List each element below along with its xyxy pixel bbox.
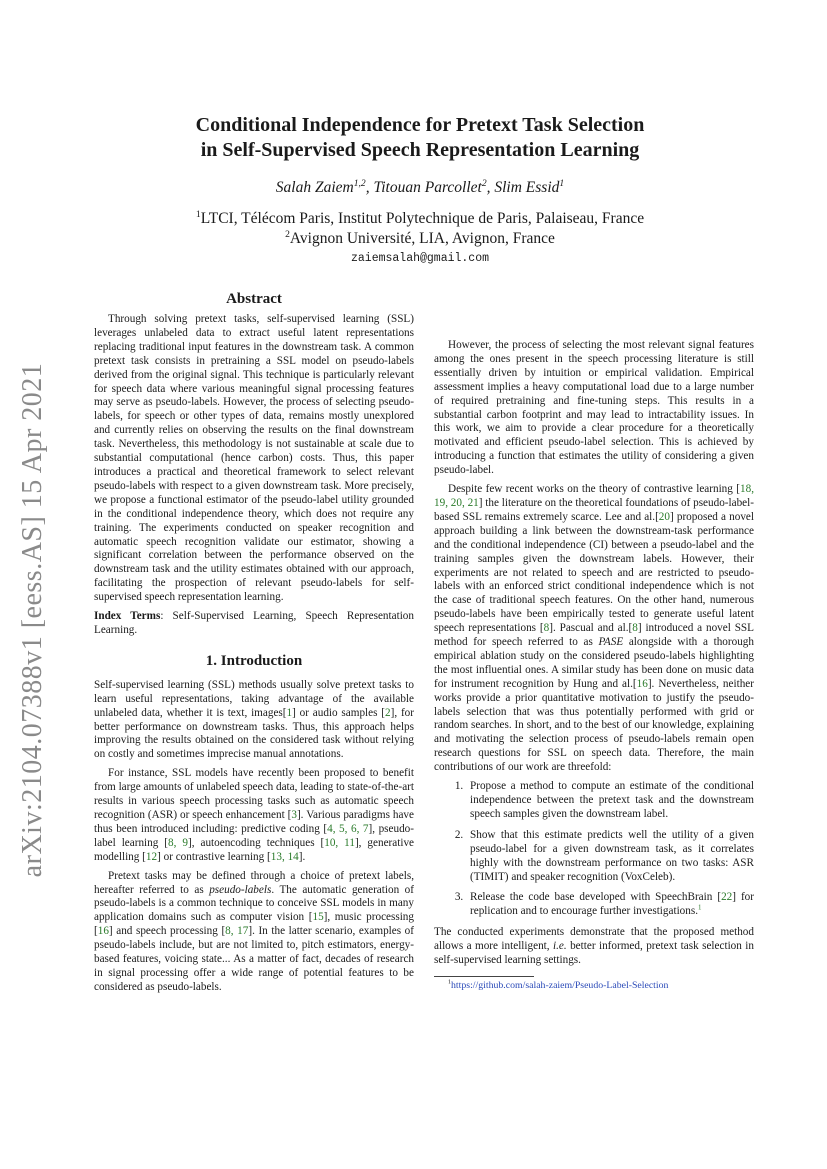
paper-title bbox=[120, 113, 720, 163]
citation-link[interactable]: 8, 17 bbox=[225, 925, 249, 938]
title-line-1: Conditional Independence for Pretext Task Selection bbox=[195, 114, 645, 136]
footnote-marker[interactable]: 1 bbox=[698, 903, 702, 912]
citation-link[interactable]: 12 bbox=[145, 850, 158, 863]
affiliations bbox=[120, 209, 720, 249]
right-column bbox=[434, 292, 754, 993]
right-paragraph-1: However, the process of selecting the most relevant signal features among the ones present in the speech processing literature is still essentially driven by intuition or empirical validation. Empirical assessment implies a heavy computational load due to a large number of required pretraining and fine-tuning steps. This results in a substantial carbon footprint and may lead to intractability issues. In this work, we aim to provide a clear procedure for a theoretically motivated and efficient pseudo-label selection. This is achieved by introducing a function that estimates the utility of considering a given pseudo-label. bbox=[434, 339, 754, 477]
arxiv-sidebar bbox=[8, 360, 58, 880]
citation-link[interactable]: 18, 19, 20, 21 bbox=[434, 483, 754, 509]
author-list: Salah Zaiem$^{1,2}$, Titouan Parcollet$^2$, Slim Essid$^1$ bbox=[275, 177, 565, 196]
affiliation-1: $^1$LTCI, Télécom Paris, Institut Polytechnique de Paris, Palaiseau, France bbox=[195, 208, 645, 227]
author-1-affil: 1,2 bbox=[353, 177, 366, 189]
citation-link[interactable]: 16 bbox=[97, 925, 109, 938]
contribution-item: 2. Show that this estimate predicts well the utility of a given pseudo-label for a given downstream task, as it correlates highly with the downstream performance on two tasks: ASR (TIMIT) and speaker recognition (VoxCeleb). bbox=[466, 829, 754, 885]
abstract-heading: Abstract bbox=[226, 291, 282, 307]
citation-link[interactable]: 10, 11 bbox=[324, 836, 355, 849]
citation-link[interactable]: 3 bbox=[291, 809, 297, 821]
index-terms-label: Index Terms bbox=[94, 610, 161, 623]
citation-link[interactable]: 16 bbox=[636, 677, 648, 690]
citation-link[interactable]: 8, 9 bbox=[168, 836, 188, 849]
author-3: Slim Essid bbox=[494, 179, 560, 196]
citation-link[interactable]: 4, 5, 6, 7 bbox=[327, 822, 369, 835]
intro-paragraph-1: Self-supervised learning (SSL) methods usually solve pretext tasks to learn useful representations, taking advantage of the available unlabeled data, whether it is text, images[1] or audio samples [2], for better performance on downstream tasks. Thus, this approach helps improving the results obtained on the considered task without relying on costly and sometimes imprecise manual annotations. bbox=[94, 678, 414, 761]
github-link[interactable]: https://github.com/salah-zaiem/Pseudo-Label-Selection bbox=[451, 979, 669, 991]
citation-link[interactable]: 15 bbox=[312, 911, 324, 924]
affiliation-2: $^2$Avignon Université, LIA, Avignon, France bbox=[285, 228, 555, 247]
left-column bbox=[94, 290, 414, 1000]
contributions-list bbox=[434, 780, 754, 919]
citation-link[interactable]: 8 bbox=[632, 622, 638, 635]
citation-link[interactable]: 2 bbox=[385, 706, 391, 719]
citation-link[interactable]: 13, 14 bbox=[270, 850, 299, 863]
footnote: $^1$https://github.com/salah-zaiem/Pseudo-Label-Selection bbox=[448, 979, 669, 991]
author-2-affil: 2 bbox=[481, 177, 487, 189]
author-1: Salah Zaiem bbox=[275, 179, 354, 196]
section-heading-introduction: 1. Introduction bbox=[205, 652, 303, 669]
contributions-conclusion: The conducted experiments demonstrate that the proposed method allows a more intelligent, i.e. better informed, pretext task selection in self-supervised learning settings. bbox=[434, 926, 754, 967]
contact-email: zaiemsalah@gmail.com bbox=[350, 252, 490, 265]
arxiv-identifier: arXiv:2104.07388v1 [eess.AS] 15 Apr 2021 bbox=[17, 362, 48, 878]
abstract-text: Through solving pretext tasks, self-supervised learning (SSL) leverages unlabeled data to extract useful latent representations replacing traditional input features in the downstream task. A common pretext task consists in pretraining a SSL model on pseudo-labels derived from the original signal. This technique is particularly relevant for speech data where various meaningful signal processing features may serve as pseudo-labels. However, the process of selecting pseudo-labels, for speech or other types of data, remains mostly unexplored and currently relies on observing the results on the final downstream task. Nevertheless, this methodology is not sustainable at scale due to substantial computational (hence carbon) costs. Thus, this paper introduces a practical and theoretical framework to select relevant pseudo-labels with respect to a given downstream task. More precisely, we propose a functional estimator of the pseudo-label utility grounded in the conditional independence theory, which does not require any training. The experiments conducted on speaker recognition and automatic speech recognition validate our estimator, showing a significant correlation between the performance observed on the downstream task and the utility estimates obtained with our approach, facilitating the prospection of relevant pseudo-labels for self-supervised speech representation learning. bbox=[94, 313, 414, 604]
contribution-item: 1. Propose a method to compute an estimate of the conditional independence between the pretext task and the downstream speech samples given the downstream label. bbox=[466, 780, 754, 822]
author-3-affil: 1 bbox=[559, 177, 565, 189]
contribution-item: 3. Release the code base developed with SpeechBrain [22] for replication and to encourage further investigations.$^1$ bbox=[466, 891, 754, 919]
citation-link[interactable]: 22 bbox=[721, 891, 733, 904]
right-paragraph-2: Despite few recent works on the theory of contrastive learning [18, 19, 20, 21] the literature on the theoretical foundations of pseudo-label-based SSL remains extremely scarce. Lee and al.[20] proposed a novel approach building a link between the downstream-task performance and the conditional independence (CI) between a pseudo-label and the training samples given the downstream labels. However, their experiments are not related to speech and are restricted to pseudo-labels with an enforced strict conditional independence which is not the case of traditional speech features. On the other hand, numerous pseudo-labels have been empirically tested to generate useful latent speech representations [8]. Pascual and al.[8] introduced a novel SSL method for speech referred to as PASE alongside with a thorough empirical ablation study on the considered pseudo-labels highlighting the most influential ones. A similar study has been done on music data for instrument recognition by Hung and al.[16]. Nevertheless, neither works provide a prior quantitative motivation to justify the pseudo-labels selection that was thus potentially performed with grid or random searches. In short, and to the best of our knowledge, explaining and motivating the selection process of pseudo-labels remain open research questions for SSL on speech data. Therefore, the main contributions of our work are threefold: bbox=[434, 483, 755, 774]
author-2: Titouan Parcollet bbox=[373, 179, 482, 196]
index-terms: Index Terms: Self-Supervised Learning, Speech Representation Learning. bbox=[94, 610, 414, 636]
citation-link[interactable]: 1 bbox=[286, 706, 293, 719]
citation-link[interactable]: 20 bbox=[658, 510, 670, 523]
citation-link[interactable]: 8 bbox=[543, 622, 550, 635]
intro-paragraph-3: Pretext tasks may be defined through a choice of pretext labels, hereafter referred to as pseudo-labels. The automatic generation of pseudo-labels is a common technique to conceive SSL models in many application domains such as computer vision [15], music processing [16] and speech processing [8, 17]. In the latter scenario, examples of pseudo-labels include, but are not limited to, pitch estimators, energy-based features, voicing state... As a matter of fact, decades of research in signal processing offer a wide range of potential features to be considered as pseudo-labels. bbox=[94, 869, 414, 993]
spacer-continuation bbox=[434, 292, 754, 334]
title-line-2: in Self-Supervised Speech Representation Learning bbox=[200, 139, 640, 161]
intro-paragraph-2: For instance, SSL models have recently been proposed to benefit from large amounts of unlabeled speech data, leading to state-of-the-art results in various speech processing tasks such as automatic speech recognition (ASR) or speech enhancement [3]. Various paradigms have thus been introduced including: predictive coding [4, 5, 6, 7], pseudo-label learning [8, 9], autoencoding techniques [10, 11], generative modelling [12] or contrastive learning [13, 14]. bbox=[94, 767, 415, 863]
